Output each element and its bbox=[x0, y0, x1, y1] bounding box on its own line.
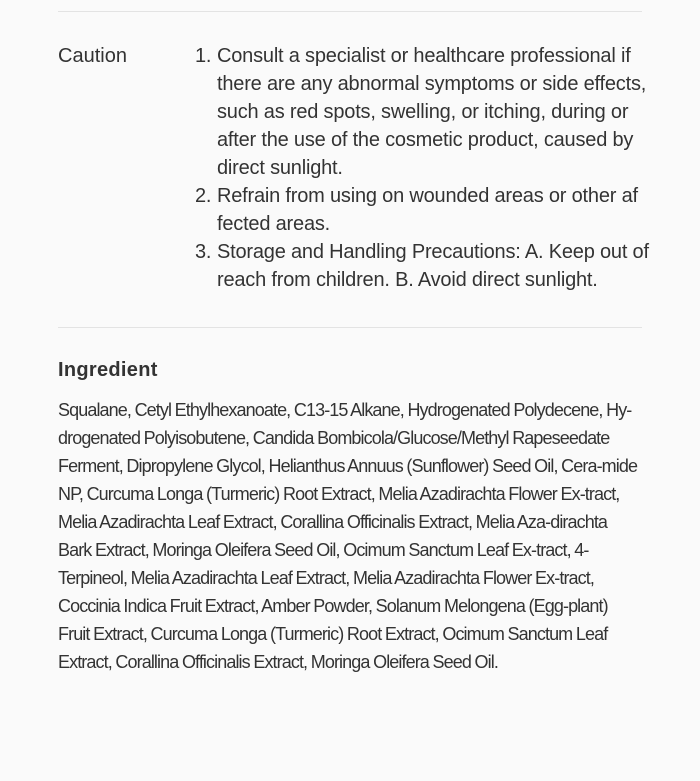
ingredient-list-text: Squalane, Cetyl Ethylhexanoate, C13-15 Alkane, Hydrogenated Polydecene, Hy-drogenated Polyisobutene, Candida Bombicola/Glucose/Methyl Rapeseedate Ferment, Dipropylene Glycol, Helianthus Annuus (Sunflower) Seed Oil, Cera-mide NP, Curcuma Longa (Turmeric) Root Extract, Melia Azadirachta Flower Ex-tract, Melia Azadirachta Leaf Extract, Corallina Officinalis Extract, Melia Aza-dirachta Bark Extract, Moringa Oleifera Seed Oil, Ocimum Sanctum Leaf Ex-tract, 4-Terpineol, Melia Azadirachta Leaf Extract, Melia Azadirachta Flower Ex-tract, Coccinia Indica Fruit Extract, Amber Powder, Solanum Melongena (Egg-plant) Fruit Extract, Curcuma Longa (Turmeric) Root Extract, Ocimum Sanctum Leaf Extract, Corallina Officinalis Extract, Moringa Oleifera Seed Oil. bbox=[58, 400, 638, 672]
caution-item-1 bbox=[195, 42, 658, 182]
caution-item-3 bbox=[195, 238, 658, 294]
ingredient-title: Ingredient bbox=[58, 359, 158, 381]
caution-list bbox=[195, 42, 658, 294]
caution-label: Caution bbox=[58, 45, 127, 67]
caution-item-text: Storage and Handling Precautions: A. Keep out of reach from children. B. Avoid direct sunlight. bbox=[217, 241, 649, 291]
caution-item-text: Refrain from using on wounded areas or other af fected areas. bbox=[217, 185, 638, 235]
caution-item-number: 3. bbox=[195, 241, 212, 263]
top-divider bbox=[58, 11, 642, 12]
ingredient-section bbox=[58, 355, 642, 694]
section-divider bbox=[58, 327, 642, 328]
caution-item-2 bbox=[195, 182, 658, 238]
caution-item-number: 1. bbox=[195, 45, 212, 67]
caution-item-number: 2. bbox=[195, 185, 212, 207]
caution-item-text: Consult a specialist or healthcare professional if there are any abnormal symptoms or side effects, such as red spots, swelling, or itching, during or after the use of the cosmetic product, caused by direct sunlight. bbox=[217, 45, 647, 179]
